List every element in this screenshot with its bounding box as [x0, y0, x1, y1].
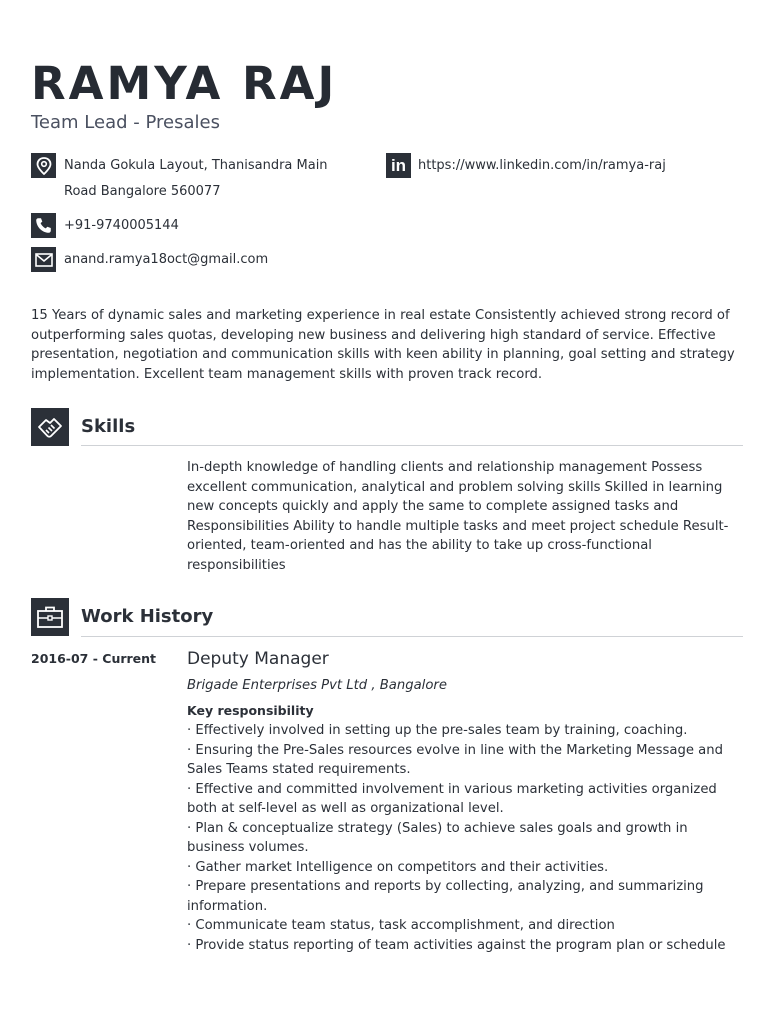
linkedin-icon-label: in: [390, 156, 407, 175]
list-item: · Plan & conceptualize strategy (Sales) to achieve sales goals and growth in business volumes.: [187, 820, 688, 855]
list-item: · Gather market Intelligence on competitors and their activities.: [187, 859, 609, 875]
handshake-icon: [31, 408, 69, 446]
list-item: · Effective and committed involvement in various marketing activities organized both at self-level as well as organizational level.: [187, 781, 717, 816]
email-address[interactable]: anand.ramya18oct@gmail.com: [64, 252, 269, 267]
responsibility-list: [187, 721, 743, 955]
responsibility-heading: Key responsibility: [187, 703, 314, 718]
skills-heading: Skills: [81, 416, 136, 437]
job-company: Brigade Enterprises Pvt Ltd , Bangalore: [187, 678, 447, 693]
work-history-heading: Work History: [81, 606, 214, 627]
address-line-2: Road Bangalore 560077: [64, 184, 221, 199]
list-item: · Ensuring the Pre-Sales resources evolve in line with the Marketing Message and Sales Teams stated requirements.: [187, 742, 723, 777]
job-dates: 2016-07 - Current: [31, 651, 157, 666]
linkedin-link[interactable]: https://www.linkedin.com/in/ramya-raj: [418, 158, 666, 173]
candidate-name: RAMYA RAJ: [31, 57, 338, 110]
list-item: · Prepare presentations and reports by collecting, analyzing, and summarizing information.: [187, 879, 704, 914]
list-item: · Effectively involved in setting up the pre-sales team by training, coaching.: [187, 723, 688, 738]
linkedin-icon: [386, 153, 411, 178]
candidate-title: Team Lead - Presales: [31, 112, 220, 133]
job-role: Deputy Manager: [187, 649, 329, 669]
skills-divider: [81, 445, 743, 446]
professional-summary: 15 Years of dynamic sales and marketing experience in real estate Consistently achieved strong record of outperforming sales quotas, developing new business and delivering high standard of service. Effective presentation, negotiation and communication skills with keen ability in planning, goal setting and strategy implementation. Excellent team management skills with proven track record.: [31, 308, 735, 382]
list-item: · Provide status reporting of team activities against the program plan or schedule: [187, 937, 726, 953]
skills-description: In-depth knowledge of handling clients and relationship management Possess excellent communication, analytical and problem solving skills Skilled in learning new concepts quickly and apply the same to complete assigned tasks and Responsibilities Ability to handle multiple tasks and meet project schedule Result-oriented, team-oriented and has the ability to take up cross-functional responsibilities: [187, 460, 729, 573]
address-line-1: Nanda Gokula Layout, Thanisandra Main: [64, 158, 328, 173]
list-item: · Communicate team status, task accomplishment, and direction: [187, 918, 615, 933]
envelope-icon: [31, 247, 56, 272]
briefcase-icon: [31, 598, 69, 636]
work-history-divider: [81, 636, 743, 637]
phone-icon: [31, 213, 56, 238]
phone-number[interactable]: +91-9740005144: [64, 218, 179, 233]
location-pin-icon: [31, 153, 56, 178]
